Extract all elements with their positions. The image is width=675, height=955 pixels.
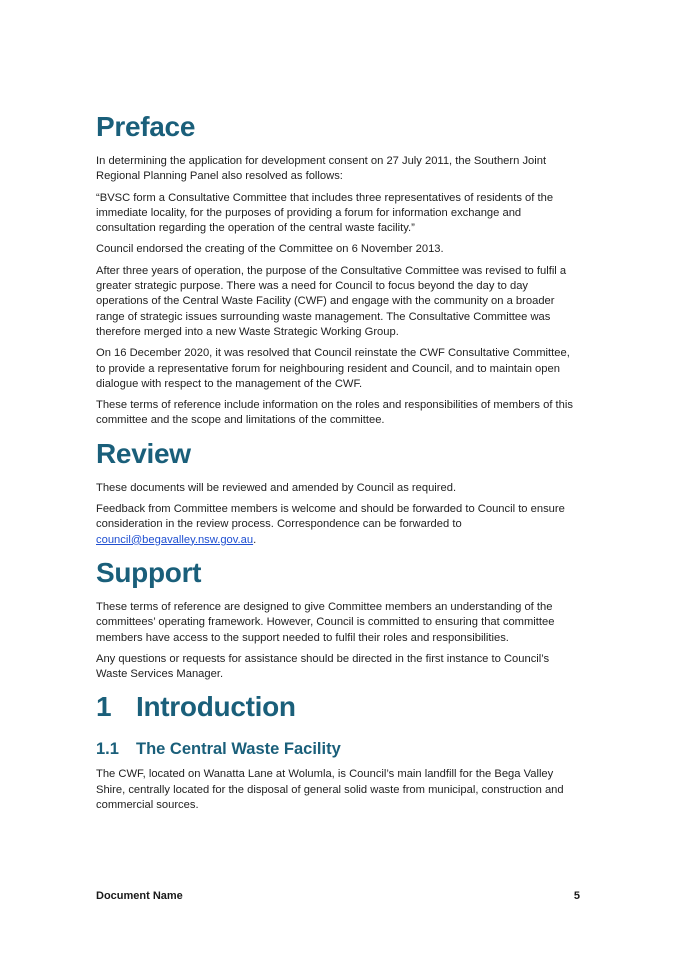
council-email-link[interactable]: council@begavalley.nsw.gov.au bbox=[96, 533, 254, 546]
section-title: Introduction bbox=[136, 691, 296, 723]
introduction-heading bbox=[96, 690, 580, 724]
review-paragraph-feedback bbox=[96, 502, 580, 548]
review-heading: Review bbox=[96, 437, 191, 469]
subsection-heading bbox=[96, 738, 580, 760]
page-footer bbox=[96, 890, 580, 902]
subsection-number: 1.1 bbox=[96, 740, 119, 759]
review-paragraph: These documents will be reviewed and amended by Council as required. bbox=[96, 481, 457, 494]
review-feedback-text: Feedback from Committee members is welcome and should be forwarded to Council to ensure consideration in the review process. Correspondence can be forwarded to bbox=[96, 503, 565, 531]
subsection-title: The Central Waste Facility bbox=[136, 740, 341, 759]
preface-paragraph: In determining the application for development consent on 27 July 2011, the Southern Joint Regional Planning Panel also resolved as follows: bbox=[96, 155, 547, 183]
support-paragraph: These terms of reference are designed to give Committee members an understanding of the committees’ operating framework. However, Council is committed to ensuring that committee members have access to the support needed to fulfil their roles and responsibilities. bbox=[96, 600, 555, 644]
document-page bbox=[96, 110, 580, 819]
introduction-paragraph: The CWF, located on Wanatta Lane at Wolumla, is Council’s main landfill for the Bega Valley Shire, centrally located for the disposal of general solid waste from municipal, construction and commercial sources. bbox=[96, 768, 564, 812]
preface-paragraph: On 16 December 2020, it was resolved that Council reinstate the CWF Consultative Committee, to provide a representative forum for neighbouring resident and Council, and to maintain open dialogue with respect to the management of the CWF. bbox=[96, 347, 570, 390]
preface-paragraph: Council endorsed the creating of the Committee on 6 November 2013. bbox=[96, 243, 444, 256]
support-paragraph: Any questions or requests for assistance should be directed in the first instance to Council’s Waste Services Manager. bbox=[96, 652, 550, 681]
preface-paragraph: “BVSC form a Consultative Committee that includes three representatives of residents of the immediate locality, for the purposes of providing a forum for information exchange and consultation regarding the operation of the central waste facility.” bbox=[96, 191, 554, 235]
email-suffix: . bbox=[253, 533, 257, 546]
footer-page-number: 5 bbox=[573, 890, 580, 902]
preface-paragraph: These terms of reference include information on the roles and responsibilities of members of this committee and the scope and limitations of the committee. bbox=[96, 399, 573, 427]
support-heading: Support bbox=[96, 556, 202, 588]
footer-document-name: Document Name bbox=[96, 890, 183, 902]
preface-heading: Preface bbox=[96, 111, 196, 142]
section-number: 1 bbox=[96, 691, 112, 723]
preface-paragraph: After three years of operation, the purpose of the Consultative Committee was revised to fulfil a greater strategic purpose. There was a need for Council to focus beyond the day to day operations of the Central Waste Facility (CWF) and engage with the community on a broader range of strategic issues surrounding waste management. The Consultative Committee was therefore merged into a new Waste Strategic Working Group. bbox=[96, 264, 567, 338]
